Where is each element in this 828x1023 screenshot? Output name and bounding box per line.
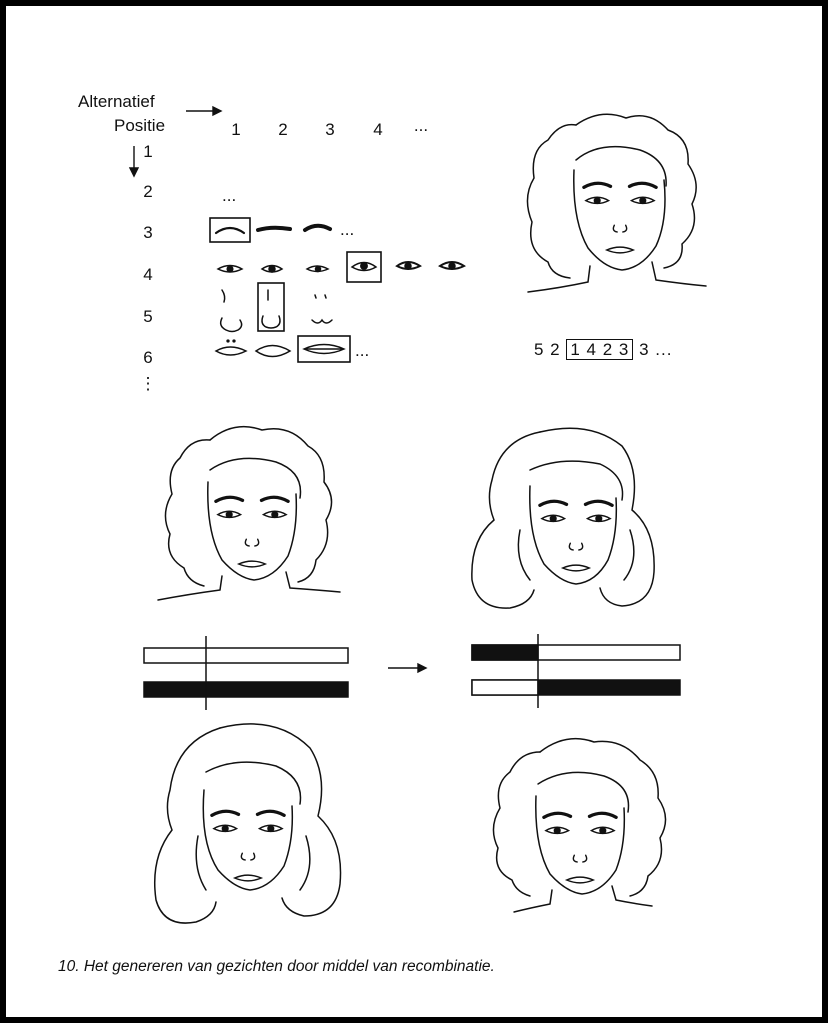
- row-number-1: 1: [143, 142, 153, 161]
- row-number-4: 4: [143, 265, 153, 284]
- genome-code: [534, 340, 672, 360]
- row-number-2: 2: [143, 182, 153, 201]
- row-vertical-ellipsis: ⋮: [139, 374, 157, 393]
- row3-ellipsis: ...: [340, 220, 355, 239]
- column-number-2: 2: [278, 120, 288, 139]
- column-number-3: 3: [325, 120, 335, 139]
- row-number-6: 6: [143, 348, 153, 367]
- positie-label: Positie: [114, 116, 166, 135]
- column-number-1: 1: [231, 120, 241, 139]
- code-prefix: 5 2: [534, 340, 561, 359]
- code-suffix: 3 ...: [639, 340, 673, 359]
- row-number-3: 3: [143, 223, 153, 242]
- row2-ellipsis: ...: [222, 186, 237, 205]
- code-boxed-segment: 1 4 2 3: [566, 339, 633, 360]
- column-ellipsis: ...: [413, 116, 429, 135]
- row-number-5: 5: [143, 307, 153, 326]
- alternatief-label: Alternatief: [78, 92, 155, 111]
- row6-ellipsis: ...: [355, 341, 370, 360]
- column-number-4: 4: [373, 120, 383, 139]
- figure-caption: 10. Het genereren van gezichten door middel van recombinatie.: [58, 958, 495, 975]
